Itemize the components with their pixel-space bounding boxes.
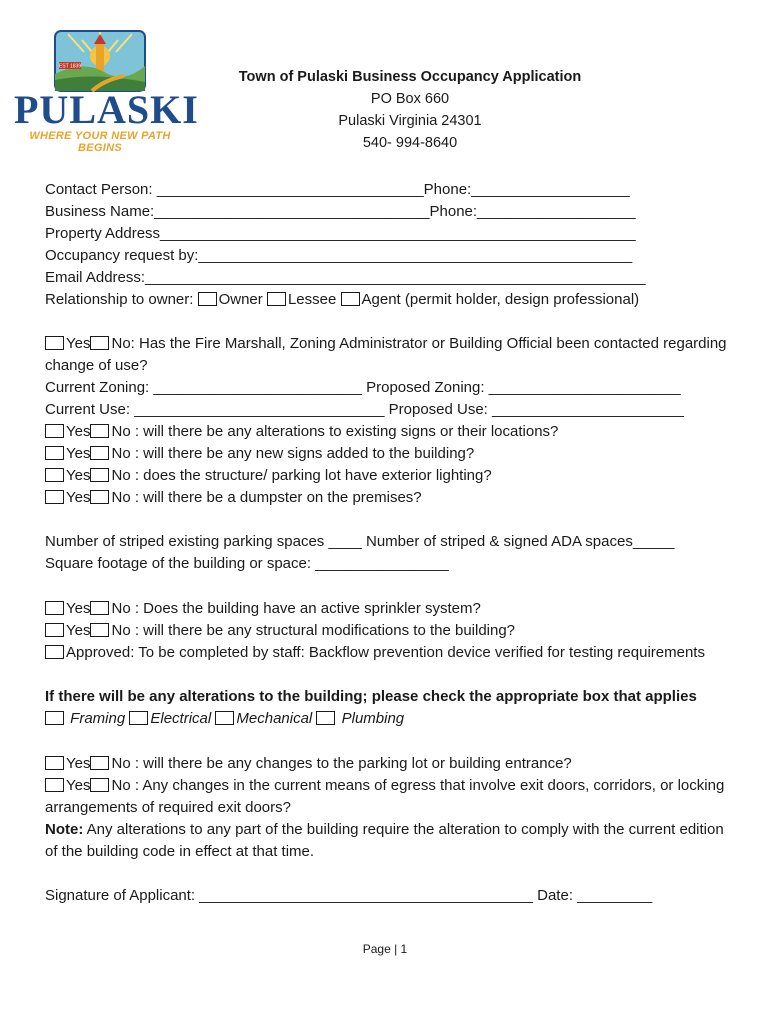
lighting-question	[45, 465, 492, 487]
alterations-options	[45, 708, 404, 730]
agent-label: Agent (permit holder, design professional)	[361, 291, 640, 308]
lighting-no-checkbox[interactable]	[90, 468, 109, 482]
yes-label: Yes	[66, 600, 91, 617]
address-line-1: PO Box 660	[370, 91, 450, 107]
note-text: Any alterations to any part of the building require the alteration to comply with the current edition of the building code in effect at that time.	[45, 821, 724, 860]
question-text: No : will there be any alterations to existing signs or their locations?	[111, 423, 559, 440]
business-name-field[interactable]: Business Name:_________________________________Phone:___________________	[45, 203, 636, 220]
lessee-checkbox[interactable]	[267, 292, 286, 306]
yes-label: Yes	[66, 489, 91, 506]
framing-label: Framing	[70, 710, 126, 727]
svg-text:EST 1839: EST 1839	[58, 63, 82, 70]
plumbing-checkbox[interactable]	[316, 711, 335, 725]
alterations-heading: If there will be any alterations to the building; please check the appropriate box that applies	[45, 688, 697, 705]
structural-no-checkbox[interactable]	[90, 623, 109, 637]
yes-label: Yes	[66, 755, 91, 772]
structural-yes-checkbox[interactable]	[45, 623, 64, 637]
sprinkler-yes-checkbox[interactable]	[45, 601, 64, 615]
parking-spaces-field[interactable]: Number of striped existing parking spaces ____ Number of striped & signed ADA spaces_____	[45, 533, 675, 550]
question-text: No : will there be any new signs added to the building?	[111, 445, 475, 462]
contact-person-field[interactable]: Contact Person: ________________________________Phone:___________________	[45, 181, 630, 198]
lessee-label: Lessee	[287, 291, 337, 308]
fire-yes-label: Yes	[66, 335, 91, 352]
fire-yes-checkbox[interactable]	[45, 336, 64, 350]
yes-label: Yes	[66, 423, 91, 440]
zoning-field[interactable]: Current Zoning: _________________________ Proposed Zoning: _______________________	[45, 379, 681, 396]
agent-checkbox[interactable]	[341, 292, 360, 306]
sprinkler-question	[45, 598, 481, 620]
sign1-no-checkbox[interactable]	[90, 424, 109, 438]
yes-label: Yes	[66, 622, 91, 639]
question-text: No : will there be a dumpster on the premises?	[111, 489, 422, 506]
sign2-yes-checkbox[interactable]	[45, 446, 64, 460]
logo-tagline: WHERE YOUR NEW PATH BEGINS	[29, 130, 171, 154]
occupancy-request-field[interactable]: Occupancy request by:____________________________________________________	[45, 247, 633, 264]
signature-field[interactable]: Signature of Applicant: ________________________________________ Date: _________	[45, 887, 653, 904]
use-field[interactable]: Current Use: ______________________________ Proposed Use: _______________________	[45, 401, 684, 418]
email-field[interactable]: Email Address:____________________________________________________________	[45, 269, 646, 286]
question-text: No : Any changes in the current means of egress that involve exit doors, corridors, or locking arrangements of required exit doors?	[45, 777, 725, 816]
sprinkler-no-checkbox[interactable]	[90, 601, 109, 615]
lighting-yes-checkbox[interactable]	[45, 468, 64, 482]
structural-question	[45, 620, 515, 642]
page-number: Page | 1	[362, 942, 408, 956]
yes-label: Yes	[66, 777, 91, 794]
phone-line: 540- 994-8640	[362, 135, 458, 151]
entrance-no-checkbox[interactable]	[90, 756, 109, 770]
town-logo	[14, 30, 199, 154]
yes-label: Yes	[66, 445, 91, 462]
electrical-checkbox[interactable]	[129, 711, 148, 725]
mechanical-checkbox[interactable]	[215, 711, 234, 725]
question-text: No : will there be any changes to the parking lot or building entrance?	[111, 755, 572, 772]
egress-question	[45, 775, 735, 819]
entrance-yes-checkbox[interactable]	[45, 756, 64, 770]
town-logo-graphic	[54, 30, 146, 92]
sign1-yes-checkbox[interactable]	[45, 424, 64, 438]
entrance-question	[45, 753, 572, 775]
dumpster-question	[45, 487, 422, 509]
approved-text: Approved: To be completed by staff: Backflow prevention device verified for testing requirements	[66, 644, 705, 661]
electrical-label: Electrical	[150, 710, 212, 727]
owner-label: Owner	[218, 291, 263, 308]
sign2-no-checkbox[interactable]	[90, 446, 109, 460]
fire-no-checkbox[interactable]	[90, 336, 109, 350]
sign-question-1	[45, 421, 558, 443]
framing-checkbox[interactable]	[45, 711, 64, 725]
relationship-label: Relationship to owner:	[45, 291, 194, 308]
address-line-2: Pulaski Virginia 24301	[338, 113, 482, 129]
property-address-field[interactable]: Property Address_________________________________________________________	[45, 225, 636, 242]
dumpster-no-checkbox[interactable]	[90, 490, 109, 504]
note-block	[45, 819, 735, 863]
fire-question-text: No: Has the Fire Marshall, Zoning Administrator or Building Official been contacted regarding change of use?	[45, 335, 727, 374]
square-footage-field[interactable]: Square footage of the building or space: ________________	[45, 555, 449, 572]
egress-no-checkbox[interactable]	[90, 778, 109, 792]
document-header	[200, 66, 620, 154]
logo-wordmark: PULASKI	[14, 87, 199, 132]
fire-marshal-question	[45, 333, 735, 377]
question-text: No : will there be any structural modifications to the building?	[111, 622, 516, 639]
relationship-row	[45, 289, 639, 311]
egress-yes-checkbox[interactable]	[45, 778, 64, 792]
sign-question-2	[45, 443, 474, 465]
owner-checkbox[interactable]	[198, 292, 217, 306]
question-text: No : Does the building have an active sprinkler system?	[111, 600, 481, 617]
document-title: Town of Pulaski Business Occupancy Application	[238, 69, 582, 85]
dumpster-yes-checkbox[interactable]	[45, 490, 64, 504]
note-label: Note:	[45, 821, 84, 838]
backflow-approved	[45, 642, 735, 664]
mechanical-label: Mechanical	[236, 710, 313, 727]
question-text: No : does the structure/ parking lot have exterior lighting?	[111, 467, 492, 484]
plumbing-label: Plumbing	[341, 710, 405, 727]
approved-checkbox[interactable]	[45, 645, 64, 659]
yes-label: Yes	[66, 467, 91, 484]
